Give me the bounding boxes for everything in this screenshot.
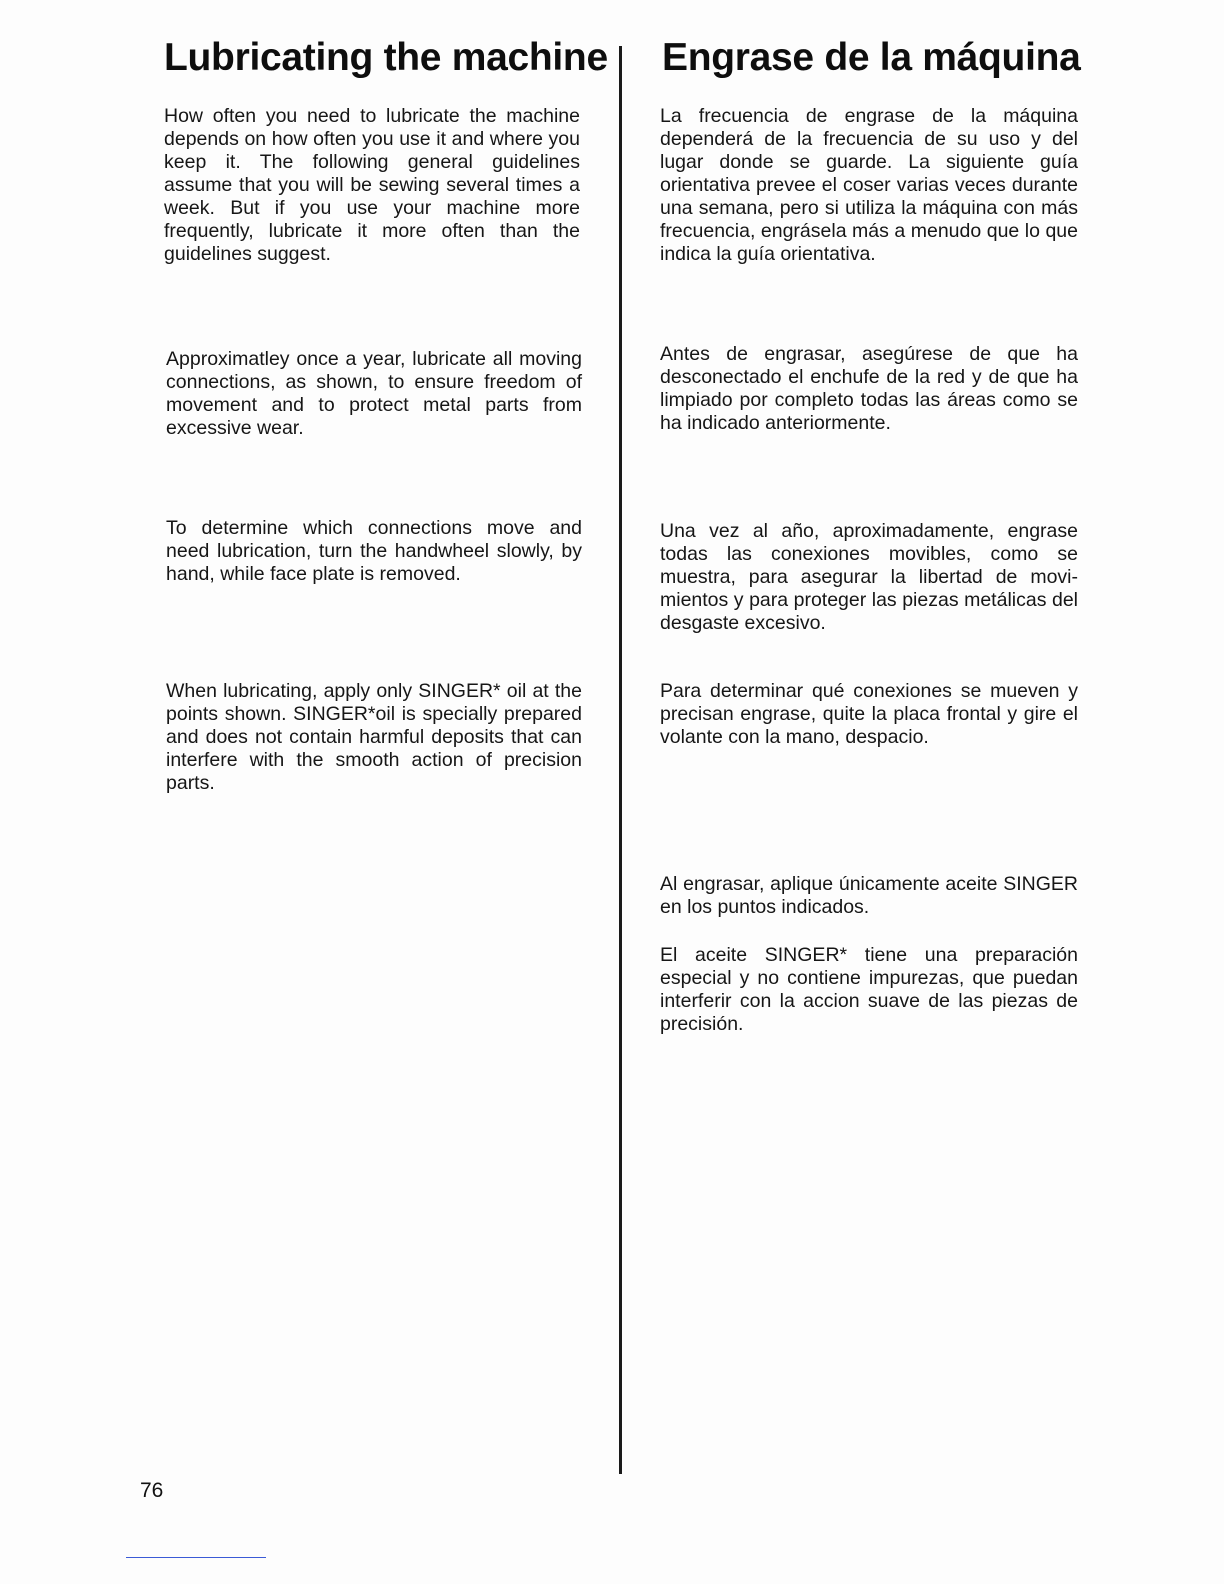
english-paragraph-yearly: Approximatley once a year, lubricate all moving connections, as shown, to ensure freedom of movement and to protect metal parts from excessive wear. (166, 348, 582, 439)
spanish-paragraph-antes: Antes de engrasar, asegúrese de que ha desconectado el enchufe de la red y de que ha limpiado por completo todas las áreas como se ha indicado anteriormente. (660, 343, 1078, 434)
english-paragraph-oil: When lubricating, apply only SINGER* oil at the points shown. SINGER*oil is specially prepared and does not contain harmful deposits that can interfere with the smooth action of precision parts. (166, 680, 582, 794)
spanish-paragraph-frecuencia: La frecuencia de engrase de la máquina dependerá de la frecuencia de su uso y del lugar donde se guarde. La siguiente guía orientativa prevee el coser varias veces durante una semana, pero si utiliza la máquina con más frecuencia, engrásela más a menudo que lo que indica la guía orientativa. (660, 105, 1078, 265)
spanish-paragraph-engrasar: Al engrasar, aplique únicamente aceite SINGER en los puntos indicados. (660, 873, 1078, 918)
spanish-paragraph-aceite: El aceite SINGER* tiene una preparación especial y no contiene impurezas, que puedan interferir con la accion suave de las piezas de precisión. (660, 944, 1078, 1035)
spanish-paragraph-anual: Una vez al año, aproximadamente, engrase todas las conexiones movibles, como se muestra, para asegurar la libertad de movi- mientos y para proteger las piezas metálicas del desgaste excesivo. (660, 520, 1078, 634)
english-paragraph-determine: To determine which connections move and need lubrication, turn the handwheel slowly, by hand, while face plate is removed. (166, 517, 582, 585)
spanish-title: Engrase de la máquina (662, 36, 1081, 79)
page-number: 76 (140, 1479, 164, 1502)
spanish-paragraph-determinar: Para determinar qué conexiones se mueven y precisan engrase, quite la placa frontal y gire el volante con la mano, despacio. (660, 680, 1078, 748)
english-title: Lubricating the machine (164, 36, 608, 79)
english-paragraph-frequency: How often you need to lubricate the machine depends on how often you use it and where you keep it. The following general guidelines assume that you will be sewing several times a week. But if you use your machine more frequently, lubricate it more often than the guidelines suggest. (164, 105, 580, 265)
column-divider (619, 46, 622, 1474)
scan-artifact-line (126, 1557, 266, 1558)
